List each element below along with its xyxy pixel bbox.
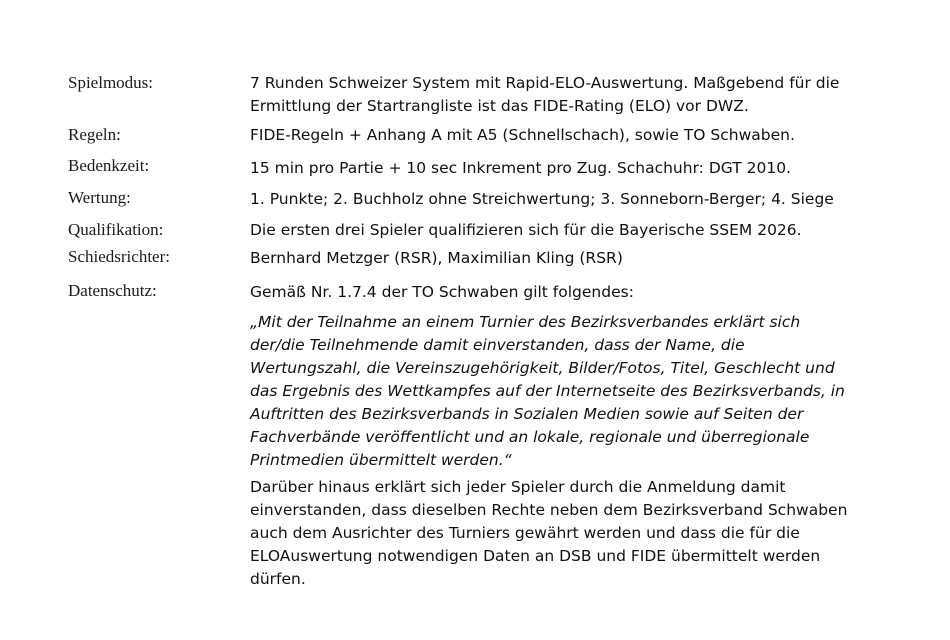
label-regeln: Regeln: xyxy=(68,125,121,144)
text-line: Bernhard Metzger (RSR), Maximilian Kling (RSR) xyxy=(250,249,623,267)
text-line: 15 min pro Partie + 10 sec Inkrement pro Zug. Schachuhr: DGT 2010. xyxy=(250,159,791,177)
label-schiedsrichter: Schiedsrichter: xyxy=(68,247,170,266)
label-bedenkzeit: Bedenkzeit: xyxy=(68,156,150,175)
paragraph-line: einverstanden, dass dieselben Rechte neben dem Bezirksverband Schwaben xyxy=(250,501,848,519)
label-qualifikation: Qualifikation: xyxy=(68,220,164,239)
text-line: FIDE-Regeln + Anhang A mit A5 (Schnellschach), sowie TO Schwaben. xyxy=(250,126,795,144)
value-regeln xyxy=(250,124,890,147)
paragraph-line: ELOAuswertung notwendigen Daten an DSB und FIDE übermittelt werden xyxy=(250,547,821,565)
quote-line: Printmedien übermittelt werden.“ xyxy=(250,451,512,469)
consent-paragraph xyxy=(250,476,890,591)
privacy-quote xyxy=(250,311,890,472)
label-wertung: Wertung: xyxy=(68,188,131,207)
quote-line: der/die Teilnehmende damit einverstanden, dass der Name, die xyxy=(250,336,745,354)
text-line: Gemäß Nr. 1.7.4 der TO Schwaben gilt folgendes: xyxy=(250,283,634,301)
value-spielmodus xyxy=(250,72,890,118)
paragraph-line: auch dem Ausrichter des Turniers gewährt werden und dass die für die xyxy=(250,524,800,542)
label-spielmodus: Spielmodus: xyxy=(68,73,154,92)
quote-line: Fachverbände veröffentlicht und an lokale, regionale und überregionale xyxy=(250,428,810,446)
text-line: 1. Punkte; 2. Buchholz ohne Streichwertung; 3. Sonneborn-Berger; 4. Siege xyxy=(250,190,834,208)
text-line: Die ersten drei Spieler qualifizieren sich für die Bayerische SSEM 2026. xyxy=(250,221,802,239)
text-line: 7 Runden Schweizer System mit Rapid-ELO-Auswertung. Maßgebend für die xyxy=(250,74,840,92)
label-datenschutz: Datenschutz: xyxy=(68,281,157,300)
quote-line: das Ergebnis des Wettkampfes auf der Internetseite des Bezirksverbands, in xyxy=(250,382,845,400)
paragraph-line: Darüber hinaus erklärt sich jeder Spieler durch die Anmeldung damit xyxy=(250,478,786,496)
value-wertung xyxy=(250,188,890,211)
paragraph-line: dürfen. xyxy=(250,570,306,588)
value-datenschutz xyxy=(250,281,890,304)
text-line: Ermittlung der Startrangliste ist das FIDE-Rating (ELO) vor DWZ. xyxy=(250,97,749,115)
quote-line: „Mit der Teilnahme an einem Turnier des Bezirksverbandes erklärt sich xyxy=(250,313,801,331)
value-qualifikation xyxy=(250,219,890,242)
quote-line: Wertungszahl, die Vereinszugehörigkeit, Bilder/Fotos, Titel, Geschlecht und xyxy=(250,359,835,377)
value-schiedsrichter xyxy=(250,247,890,270)
value-bedenkzeit xyxy=(250,157,890,180)
quote-line: Auftritten des Bezirksverbands in Sozialen Medien sowie auf Seiten der xyxy=(250,405,804,423)
